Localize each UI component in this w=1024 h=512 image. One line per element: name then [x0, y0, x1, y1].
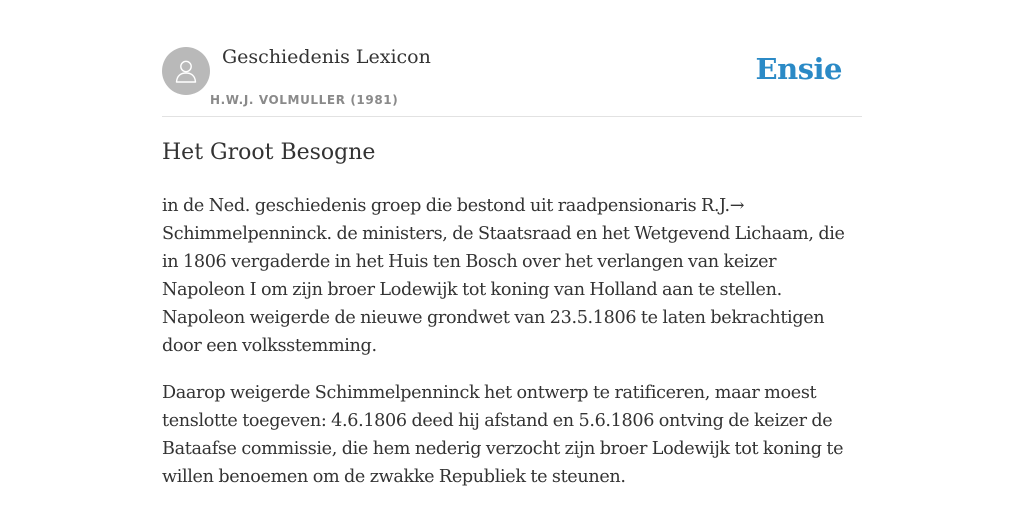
avatar[interactable]	[162, 47, 210, 95]
lexicon-title-link[interactable]: Geschiedenis Lexicon	[222, 46, 431, 68]
ensie-logo-link[interactable]: Ensie	[755, 52, 842, 86]
page	[162, 0, 862, 487]
author-label[interactable]: H.W.J. VOLMULLER (1981)	[210, 93, 399, 107]
user-icon	[172, 57, 200, 85]
article-title: Het Groot Besogne	[162, 140, 376, 165]
article-body	[162, 192, 862, 510]
article-paragraph: Daarop weigerde Schimmelpenninck het ontwerp te ratificeren, maar moest tenslotte toegeven: 4.6.1806 deed hij afstand en 5.6.1806 ontving de keizer de Bataafse commissie, die hem nederig verzocht zijn broer Lodewijk tot koning te willen benoemen om de zwakke Republiek te steunen.	[162, 383, 844, 487]
article-paragraph: in de Ned. geschiedenis groep die bestond uit raadpensionaris R.J.→ Schimmelpenninck. de ministers, de Staatsraad en het Wetgevend Lichaam, die in 1806 vergaderde in het Huis ten Bosch over het verlangen van keizer Napoleon I om zijn broer Lodewijk tot koning van Holland aan te stellen. Napoleon weigerde de nieuwe grondwet van 23.5.1806 te laten bekrachtigen door een volksstemming.	[162, 196, 845, 356]
lexicon-header	[162, 0, 862, 117]
